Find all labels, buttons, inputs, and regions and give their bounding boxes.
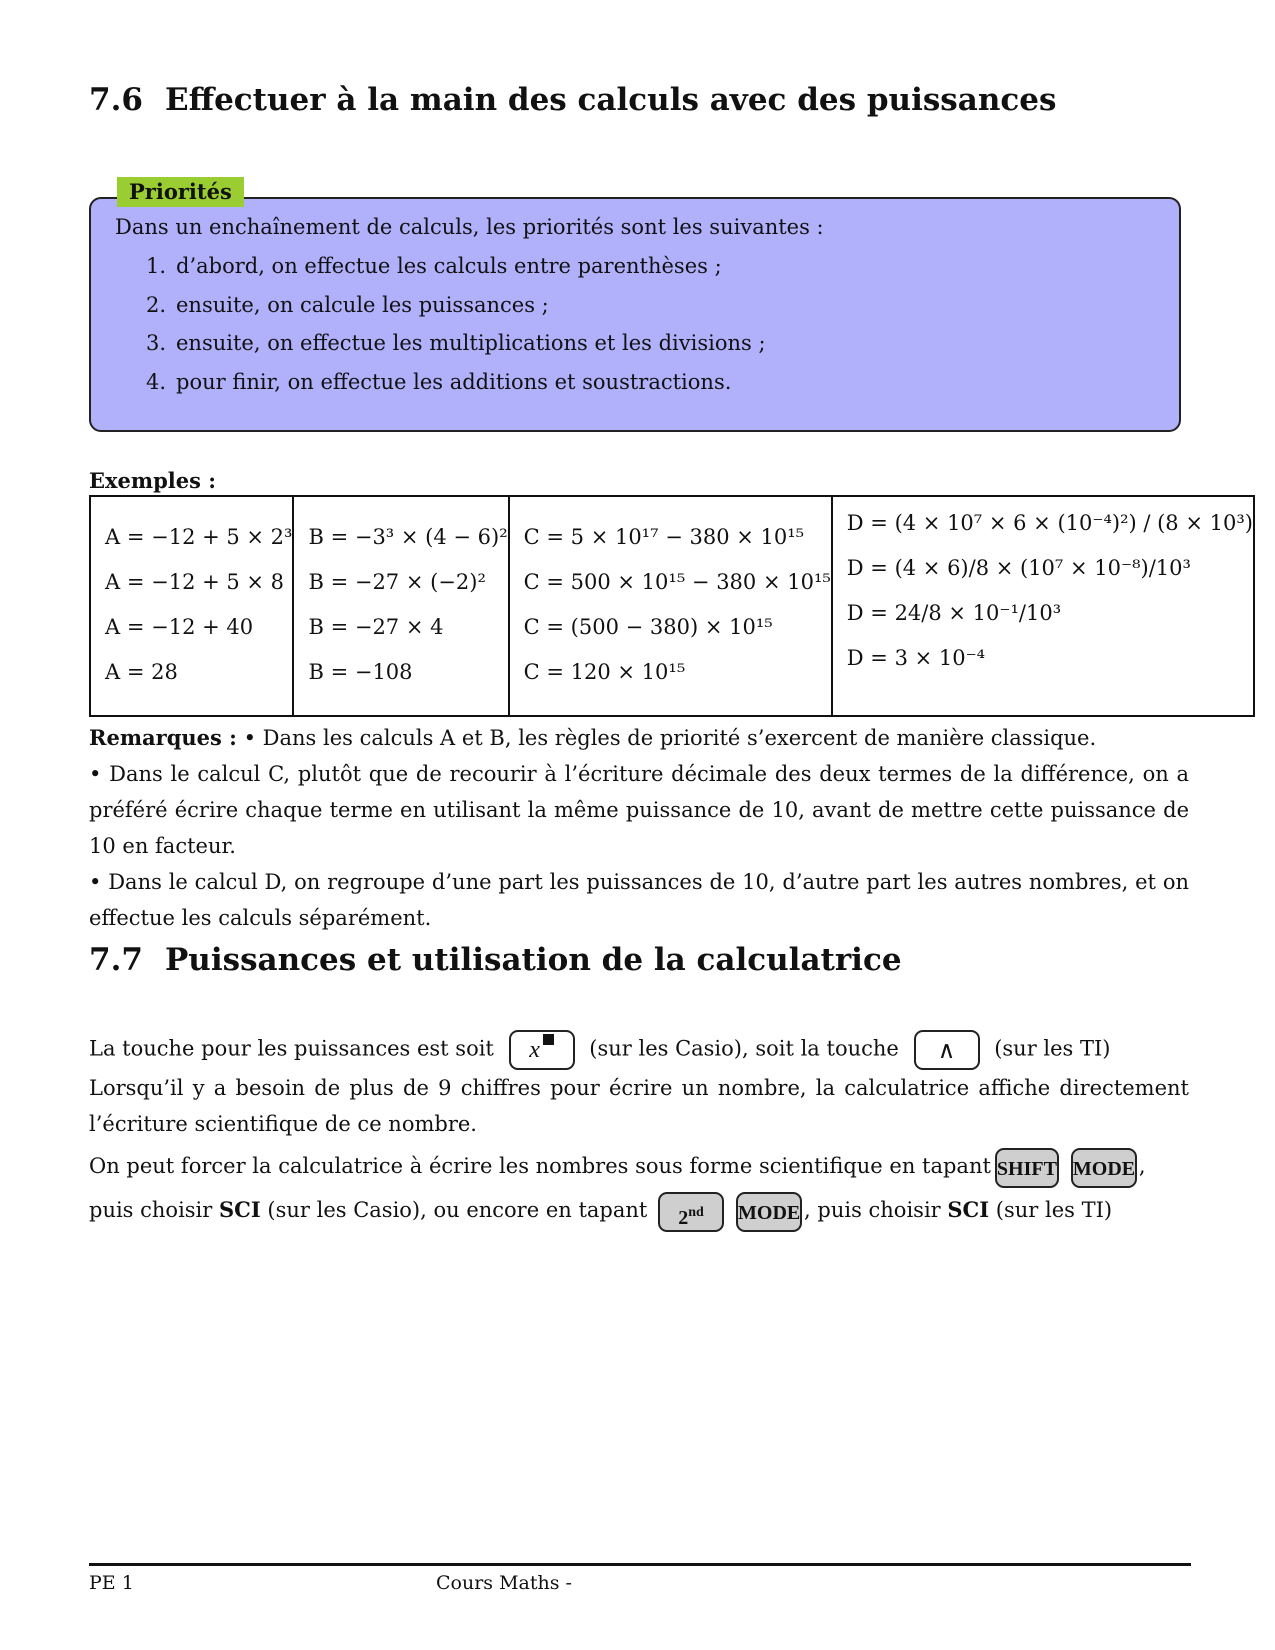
example-c-line: C = 500 × 10¹⁵ − 380 × 10¹⁵: [523, 570, 831, 594]
item-number: 3.: [146, 331, 167, 355]
example-d-cell: [832, 496, 1254, 716]
priorities-list: [146, 254, 766, 408]
section-number: 7.6: [89, 82, 143, 118]
remarks-block: [89, 720, 1189, 936]
examples-label: Exemples :: [89, 468, 217, 493]
example-c-line: C = (500 − 380) × 10¹⁵: [523, 615, 773, 639]
item-number: 4.: [146, 369, 167, 394]
priority-item: [146, 254, 766, 293]
square-placeholder-icon: [543, 1034, 554, 1045]
sci-label: SCI: [947, 1197, 990, 1222]
item-text: ensuite, on calcule les puissances ;: [176, 292, 549, 317]
key-label: 2: [678, 1206, 689, 1229]
shift-key: SHIFT: [995, 1148, 1059, 1188]
footer-center: Cours Maths -: [436, 1572, 572, 1594]
item-number: 2.: [146, 292, 167, 317]
priority-item: [146, 293, 766, 332]
calc-text: (sur les TI): [995, 1198, 1113, 1222]
sci-label: SCI: [219, 1197, 261, 1222]
section-title: Puissances et utilisation de la calculatrice: [165, 942, 902, 978]
key-sup: nd: [688, 1204, 704, 1220]
calc-paragraph-1: [89, 1030, 1189, 1070]
priorities-box: [89, 197, 1181, 432]
item-text: pour finir, on effectue les additions et soustractions.: [176, 369, 732, 394]
calc-text: , puis choisir: [804, 1198, 941, 1222]
priority-item: [146, 331, 766, 370]
remarks-label: Remarques :: [89, 725, 237, 750]
calc-text: On peut forcer la calculatrice à écrire les nombres sous forme scientifique en tapant: [89, 1154, 991, 1178]
example-c-line: C = 120 × 10¹⁵: [523, 660, 686, 684]
calc-paragraph-2: Lorsqu’il y a besoin de plus de 9 chiffres pour écrire un nombre, la calculatrice affiche directement l’écriture scientifique de ce nombre.: [89, 1076, 1189, 1136]
casio-power-key: [509, 1030, 575, 1070]
key-label: x: [529, 1037, 540, 1063]
mode-key-ti: MODE: [736, 1192, 802, 1232]
example-a-line: A = −12 + 5 × 8: [105, 570, 285, 594]
calc-text: , puis choisir: [89, 1154, 1146, 1222]
example-a-line: A = −12 + 5 × 2³: [105, 525, 293, 549]
calc-text: (sur les Casio), ou encore en tapant: [267, 1198, 648, 1222]
item-text: ensuite, on effectue les multiplications et les divisions ;: [176, 331, 766, 355]
footer-rule: [89, 1563, 1191, 1566]
priority-item: [146, 370, 766, 409]
example-b-line: B = −108: [308, 660, 413, 684]
example-d-line: D = 3 × 10⁻⁴: [846, 646, 986, 670]
example-d-line: D = 24/8 × 10⁻¹/10³: [846, 601, 1062, 625]
example-b-line: B = −27 × 4: [308, 615, 444, 639]
example-c-cell: [509, 496, 832, 716]
example-c-line: C = 5 × 10¹⁷ − 380 × 10¹⁵: [523, 525, 805, 549]
example-b-cell: [293, 496, 508, 716]
example-b-line: B = −3³ × (4 − 6)²: [308, 525, 508, 549]
section-number: 7.7: [89, 942, 143, 978]
remark-text: • Dans les calculs A et B, les règles de priorité s’exercent de manière classique.: [243, 726, 1097, 750]
remark-2: • Dans le calcul C, plutôt que de recourir à l’écriture décimale des deux termes de la différence, on a préféré écrire chaque terme en utilisant la même puissance de 10, avant de mettre cette puissance de 10 en facteur.: [89, 762, 1189, 858]
calc-text: (sur les Casio), soit la touche: [589, 1036, 899, 1061]
calc-text: (sur les TI): [994, 1036, 1111, 1061]
calculator-block: [89, 1030, 1189, 1232]
section-7-6-heading: [89, 82, 1056, 118]
section-7-7-heading: [89, 942, 902, 978]
section-title: Effectuer à la main des calculs avec des puissances: [165, 82, 1057, 118]
mode-key: MODE: [1071, 1148, 1137, 1188]
priorities-intro: Dans un enchaînement de calculs, les priorités sont les suivantes :: [115, 215, 824, 239]
example-a-line: A = 28: [105, 660, 178, 684]
remark-3: • Dans le calcul D, on regroupe d’une part les puissances de 10, d’autre part les autres nombres, et on effectue les calculs séparément.: [89, 870, 1189, 930]
item-text: d’abord, on effectue les calculs entre parenthèses ;: [176, 254, 722, 278]
priorities-label: Priorités: [117, 177, 244, 207]
item-number: 1.: [146, 254, 167, 278]
ti-power-key: ∧: [914, 1030, 980, 1070]
example-b-line: B = −27 × (−2)²: [308, 570, 486, 594]
example-a-cell: [90, 496, 293, 716]
examples-table: [89, 495, 1255, 717]
example-a-line: A = −12 + 40: [105, 615, 254, 639]
footer-left: PE 1: [89, 1572, 134, 1594]
remark-1: [89, 720, 1189, 756]
second-key: [658, 1192, 724, 1232]
example-d-line: D = (4 × 10⁷ × 6 × (10⁻⁴)²) / (8 × 10³): [846, 511, 1253, 535]
example-d-line: D = (4 × 6)/8 × (10⁷ × 10⁻⁸)/10³: [846, 556, 1191, 580]
calc-paragraph-3: [89, 1144, 1189, 1232]
calc-text: La touche pour les puissances est soit: [89, 1036, 494, 1061]
